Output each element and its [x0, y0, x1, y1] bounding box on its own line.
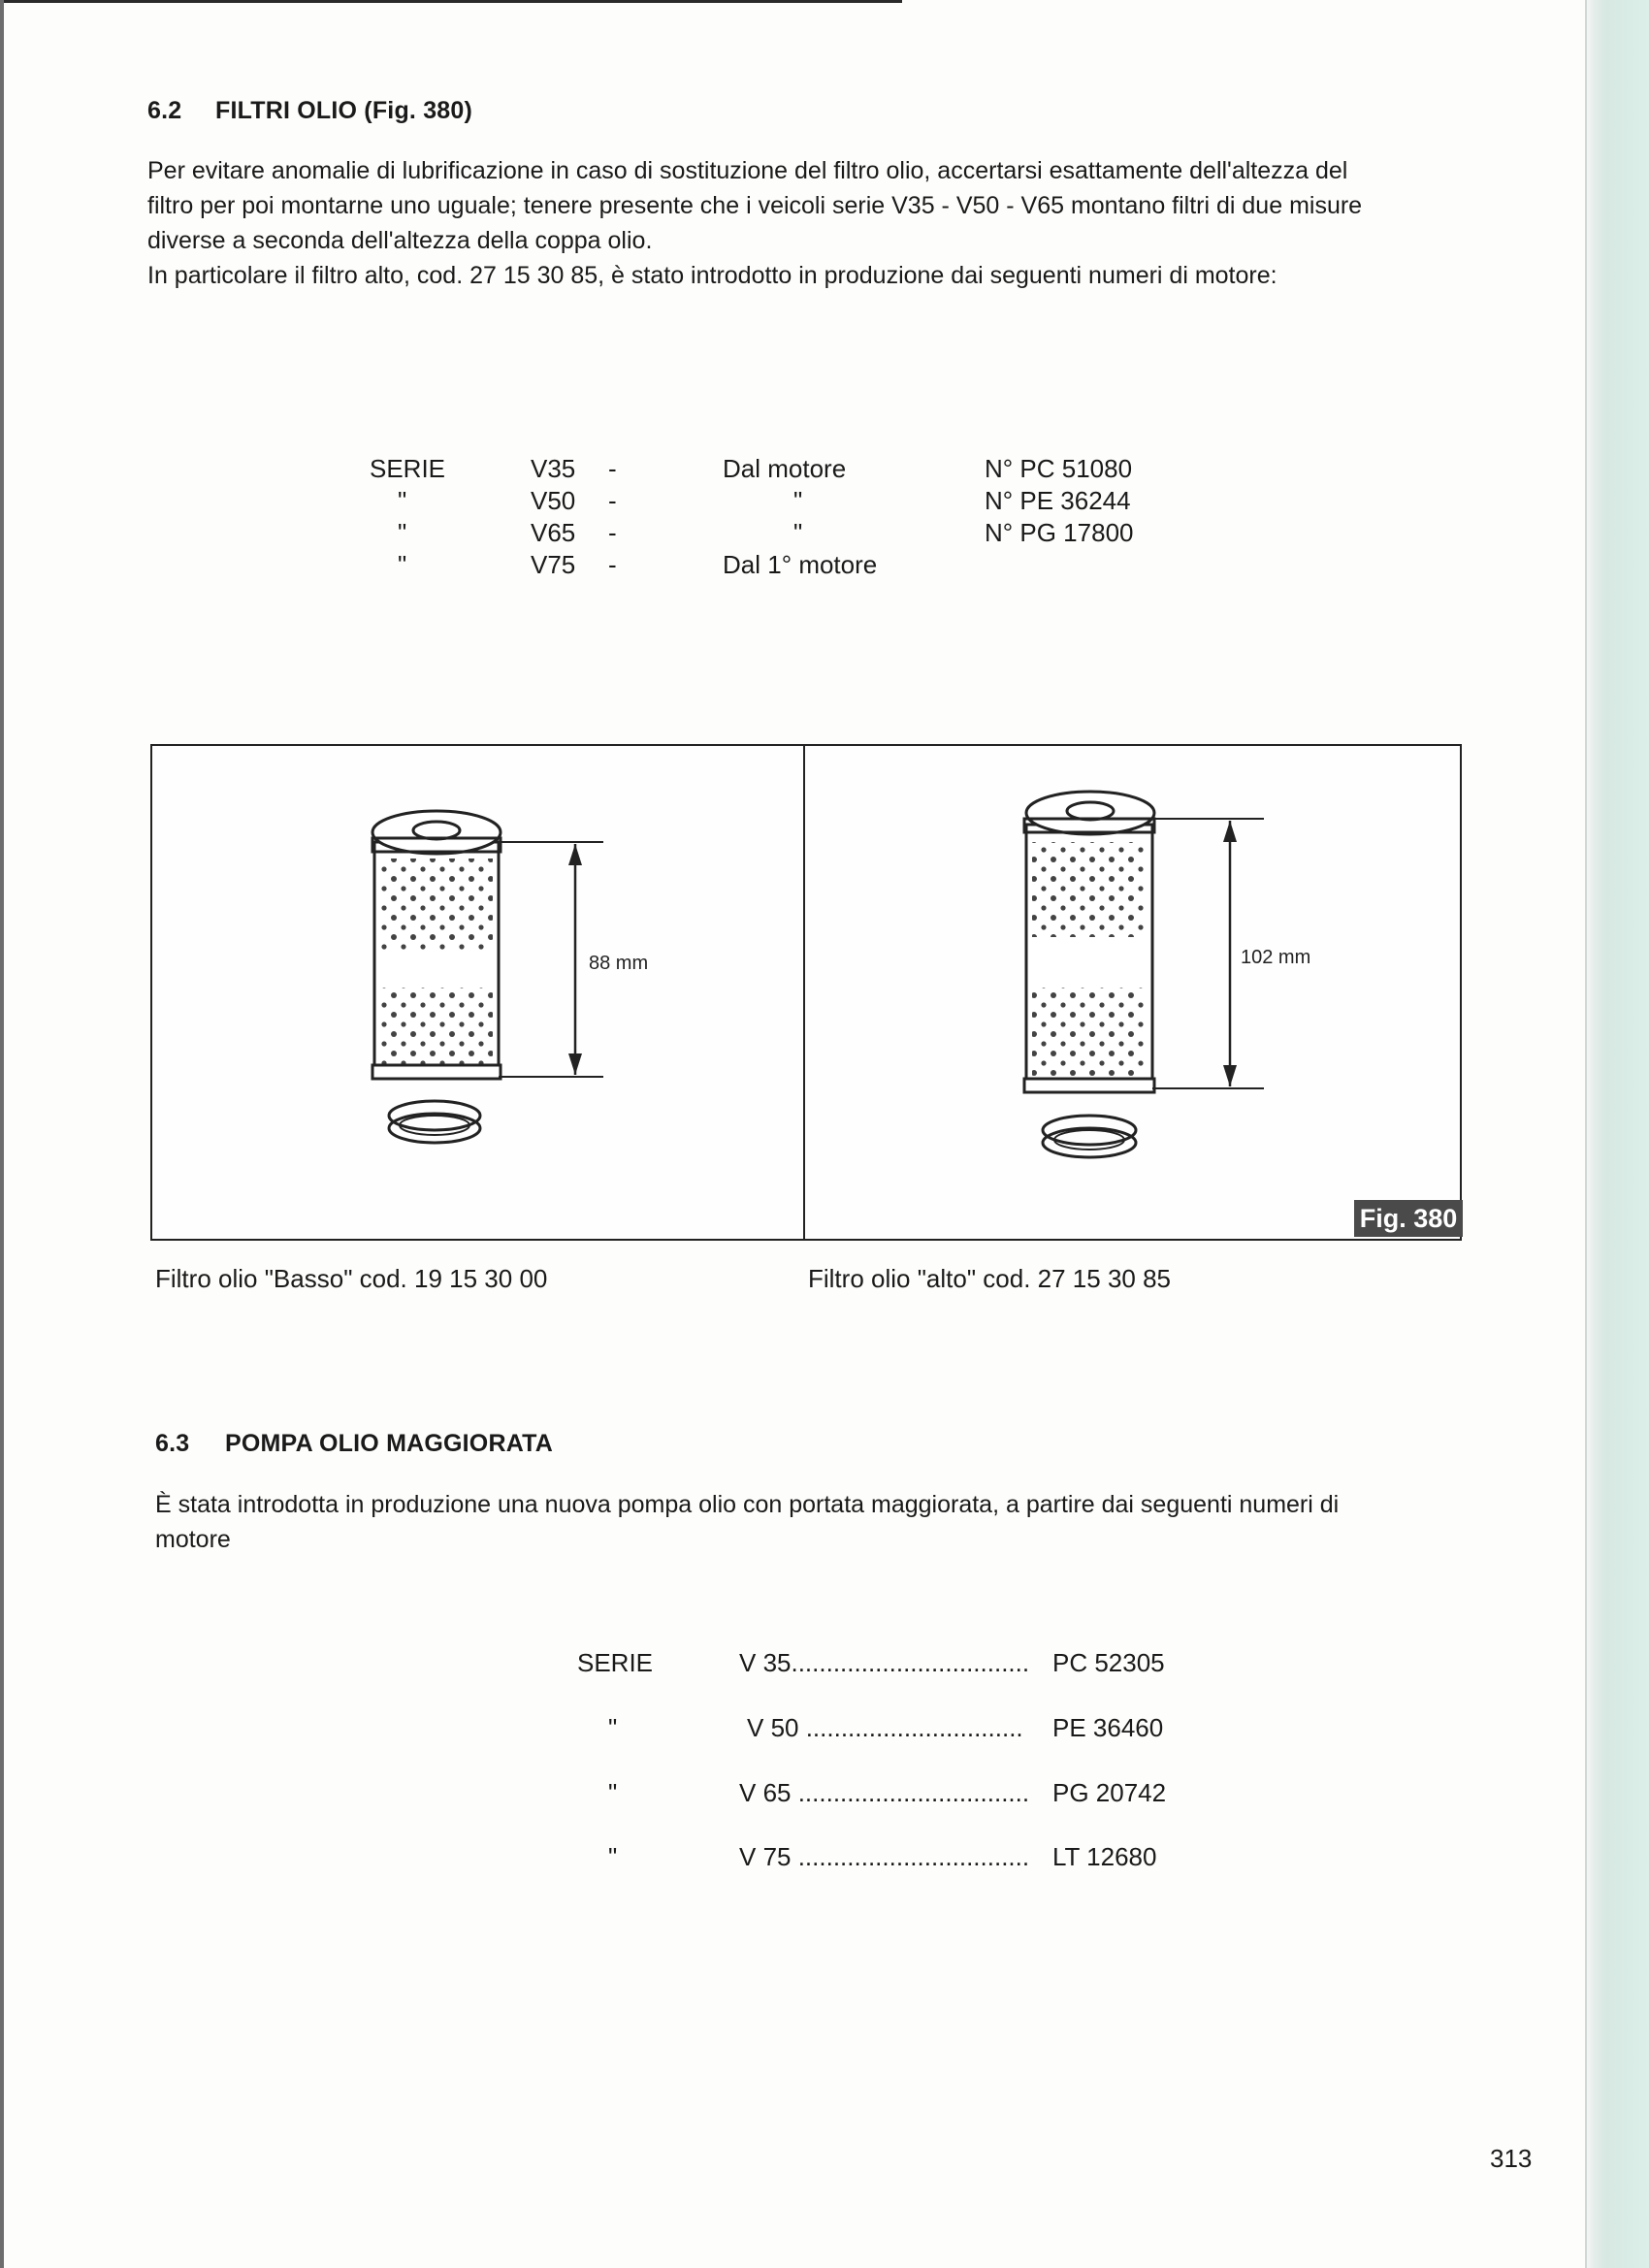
- from-cell: ": [793, 486, 803, 515]
- section-title: FILTRI OLIO (Fig. 380): [215, 97, 473, 124]
- dash-cell: -: [608, 454, 617, 483]
- table-row: [0, 1713, 1261, 1746]
- serie-cell: SERIE: [577, 1648, 654, 1677]
- number-cell: PC 52305: [1052, 1648, 1165, 1677]
- dash-cell: -: [608, 518, 617, 547]
- from-cell: ": [793, 518, 803, 547]
- paragraph-line: motore: [155, 1526, 231, 1553]
- tall-filter-caption: Filtro olio "alto" cod. 27 15 30 85: [808, 1264, 1172, 1293]
- model-cell: V 65 .................................: [739, 1778, 1030, 1807]
- model-cell: V65: [531, 518, 576, 547]
- model-cell: V 75 .................................: [739, 1842, 1030, 1871]
- serie-cell: SERIE: [370, 454, 446, 483]
- section-6-3-paragraph: [155, 1487, 1474, 1557]
- serie-cell: ": [398, 550, 407, 579]
- page-number: 313: [1490, 2144, 1533, 2173]
- dash-cell: -: [608, 550, 617, 579]
- from-cell: Dal 1° motore: [723, 550, 878, 579]
- model-cell: V 35..................................: [739, 1648, 1030, 1677]
- paragraph-line: filtro per poi montarne uno uguale; tenere presente che i veicoli serie V35 - V50 - V65 montano filtri di due misure: [147, 192, 1363, 219]
- section-title: POMPA OLIO MAGGIORATA: [225, 1430, 553, 1457]
- section-6-3-heading: [155, 1430, 553, 1458]
- section-number: 6.2: [147, 97, 182, 124]
- short-filter-caption: Filtro olio "Basso" cod. 19 15 30 00: [155, 1264, 548, 1293]
- number-cell: N° PE 36244: [985, 486, 1131, 515]
- dash-cell: -: [608, 486, 617, 515]
- table-row: [0, 1648, 1261, 1681]
- paragraph-line: È stata introdotta in produzione una nuova pompa olio con portata maggiorata, a partire dai seguenti numeri di: [155, 1491, 1340, 1518]
- number-cell: N° PG 17800: [985, 518, 1134, 547]
- paragraph-line: Per evitare anomalie di lubrificazione in caso di sostituzione del filtro olio, accertarsi esattamente dell'altezza del: [147, 157, 1348, 184]
- paragraph-line: diverse a seconda dell'altezza della coppa olio.: [147, 227, 653, 254]
- number-cell: PG 20742: [1052, 1778, 1167, 1807]
- short-filter-dimension: 88 mm: [589, 953, 649, 974]
- tall-filter-drawing: [1024, 792, 1310, 1157]
- from-cell: Dal motore: [723, 454, 847, 483]
- serie-cell: ": [608, 1713, 618, 1742]
- number-cell: LT 12680: [1052, 1842, 1157, 1871]
- serie-cell: ": [608, 1778, 618, 1807]
- tall-filter-dimension: 102 mm: [1241, 947, 1311, 968]
- model-cell: V50: [531, 486, 576, 515]
- model-cell: V75: [531, 550, 576, 579]
- serie-cell: ": [398, 518, 407, 547]
- model-cell: V 50 ...............................: [747, 1713, 1023, 1742]
- paragraph-line: In particolare il filtro alto, cod. 27 15 30 85, è stato introdotto in produzione dai seguenti numeri di motore:: [147, 262, 1277, 289]
- short-filter-drawing: [372, 811, 648, 1143]
- serie-cell: ": [608, 1842, 618, 1871]
- number-cell: PE 36460: [1052, 1713, 1164, 1742]
- serie-cell: ": [398, 486, 407, 515]
- table-row: [0, 1778, 1261, 1811]
- figure-label: Fig. 380: [1354, 1200, 1463, 1237]
- model-cell: V35: [531, 454, 576, 483]
- number-cell: N° PC 51080: [985, 454, 1133, 483]
- table-row: [0, 1842, 1261, 1875]
- section-number: 6.3: [155, 1430, 190, 1457]
